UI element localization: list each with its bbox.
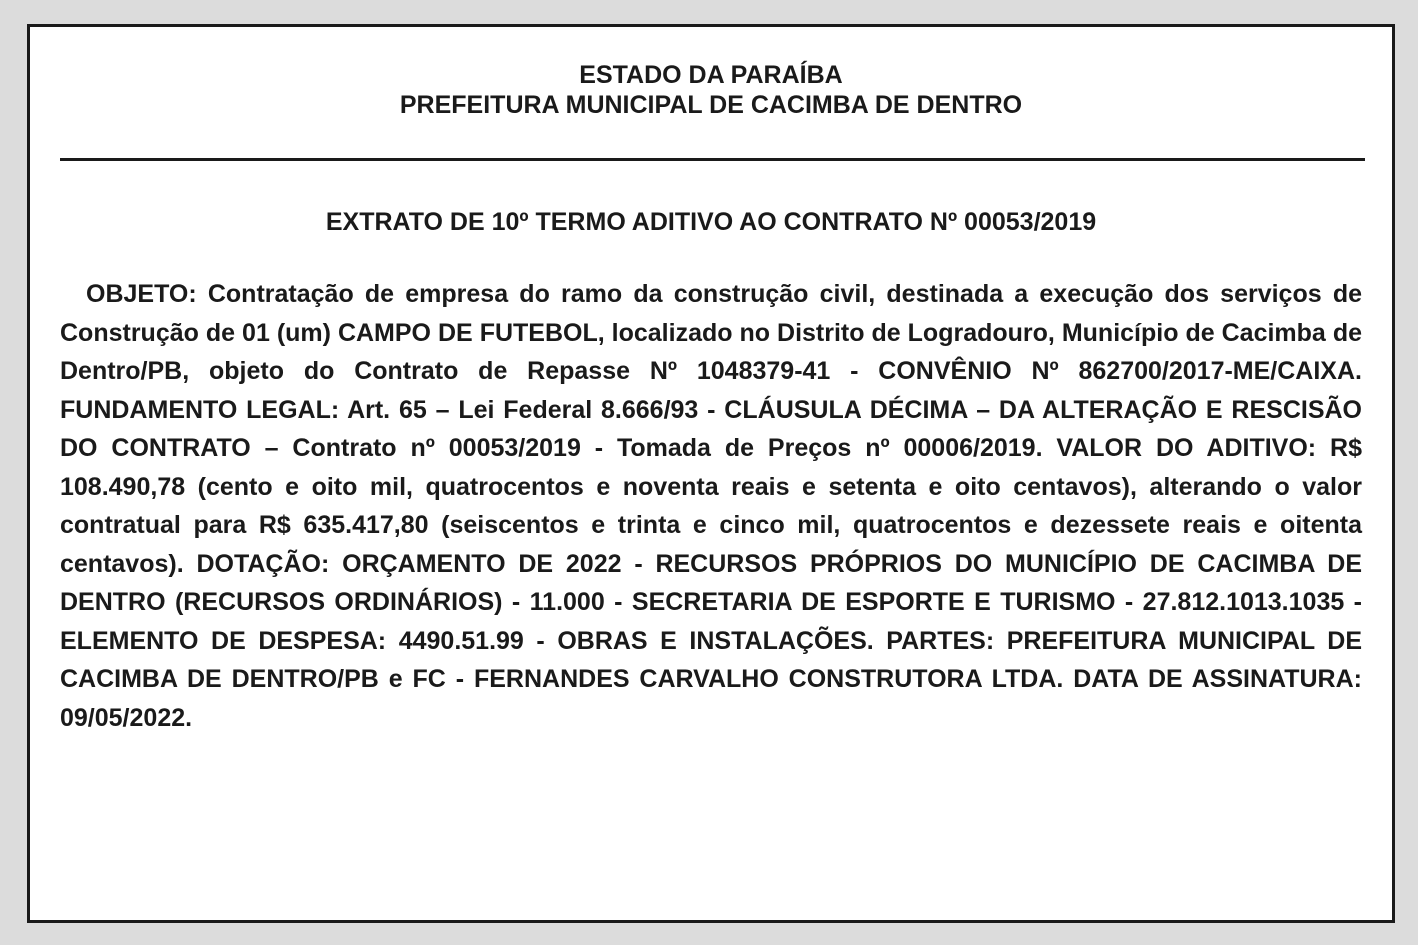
document-title: EXTRATO DE 10º TERMO ADITIVO AO CONTRATO Nº 00053/2019 (325, 208, 1097, 236)
state-name: ESTADO DA PARAÍBA (579, 61, 843, 89)
document-body: OBJETO: Contratação de empresa do ramo da construção civil, destinada a execução dos serviços de Construção de 01 (um) CAMPO DE FUTEBOL, localizado no Distrito de Logradouro, Município de Cacimba de Dentro/PB, objeto do Contrato de Repasse Nº 1048379-41 - CONVÊNIO Nº 862700/2017-ME/CAIXA. FUNDAMENTO LEGAL: Art. 65 – Lei Federal 8.666/93 - CLÁUSULA DÉCIMA – DA ALTERAÇÃO E RESCISÃO DO CONTRATO – Contrato nº 00053/2019 - Tomada de Preços nº 00006/2019. VALOR DO ADITIVO: R$ 108.490,78 (cento e oito mil, quatrocentos e noventa reais e setenta e oito centavos), alterando o valor contratual para R$ 635.417,80 (seiscentos e trinta e cinco mil, quatrocentos e dezessete reais e oitenta centavos). DOTAÇÃO: ORÇAMENTO DE 2022 - RECURSOS PRÓPRIOS DO MUNICÍPIO DE CACIMBA DE DENTRO (RECURSOS ORDINÁRIOS) - 11.000 - SECRETARIA DE ESPORTE E TURISMO - 27.812.1013.1035 - ELEMENTO DE DESPESA: 4490.51.99 - OBRAS E INSTALAÇÕES. PARTES: PREFEITURA MUNICIPAL DE CACIMBA DE DENTRO/PB e FC - FERNANDES CARVALHO CONSTRUTORA LTDA. DATA DE ASSINATURA: 09/05/2022. (60, 280, 1362, 732)
issuer-header (30, 60, 1392, 120)
legal-notice-box (27, 24, 1395, 923)
header-divider (60, 158, 1365, 161)
municipality-name: PREFEITURA MUNICIPAL DE CACIMBA DE DENTRO (399, 91, 1023, 119)
